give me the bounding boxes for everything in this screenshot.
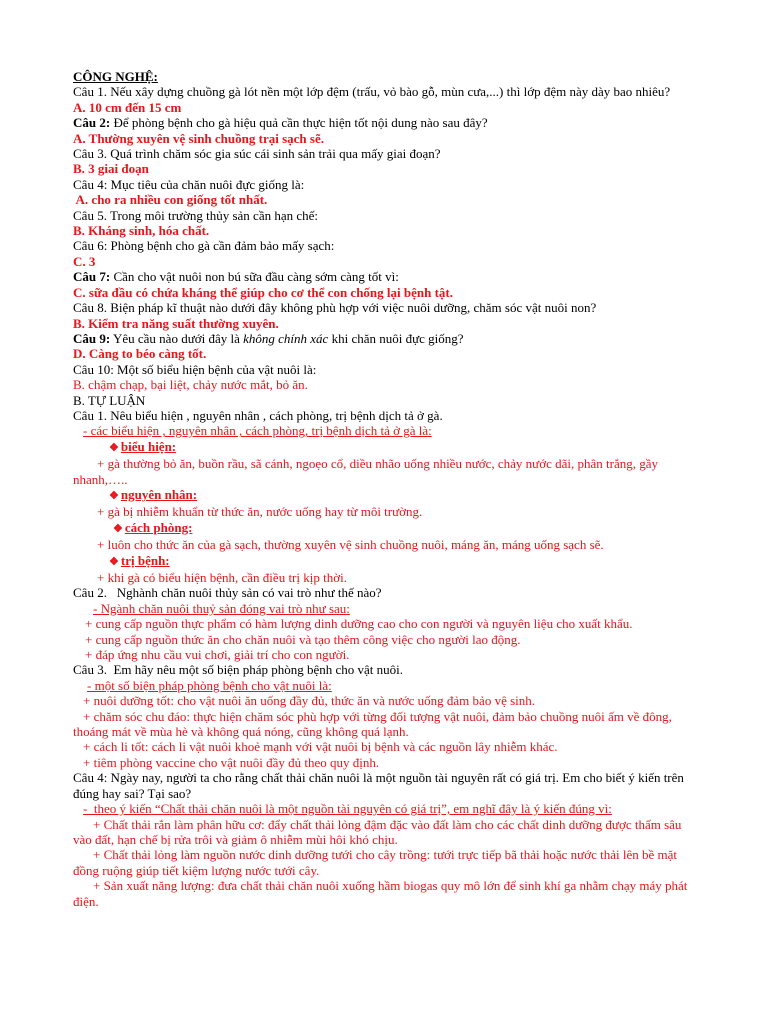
diamond-bullet-icon: ❖ [109,489,119,502]
essay-4-item [73,817,693,848]
essay-1-treat-head [73,553,693,570]
answer-8: B. Kiểm tra năng suất thường xuyên. [73,315,279,331]
question-2-text: Để phòng bệnh cho gà hiệu quả cần thực hiện tốt nội dung nào sau đây? [110,115,488,131]
answer-1: A. 10 cm đến 15 cm [73,99,182,115]
essay-2-item: + cung cấp nguồn thức ăn cho chăn nuôi và tạo thêm công việc cho người lao động. [85,631,521,647]
essay-3-item [73,709,693,740]
question-9-text-before: Yêu cầu nào dưới đây là [110,330,244,346]
essay-1-treat-text: + khi gà có biểu hiện bệnh, cần điều trị kịp thời. [97,570,347,585]
page-title: CÔNG NGHỆ: [73,69,158,84]
essay-1-cause-text: + gà bị nhiễm khuẩn từ thức ăn, nước uống hay từ môi trường. [97,504,423,520]
question-9-text-after: khi chăn nuôi đực giống? [328,330,464,346]
essay-3-item: + cách li tốt: cách li vật nuôi khoẻ mạnh với vật nuôi bị bệnh và các nguồn lây nhiễm khác. [83,739,558,755]
essay-4-item-body: + Sản xuất năng lượng: đưa chất thải chăn nuôi xuống hầm biogas quy mô lớn để sinh khí ga nhằm chạy máy phát điện. [73,878,688,909]
question-2 [73,115,693,130]
essay-heading: B. TỰ LUẬN [73,392,146,408]
essay-1-symptom-body: + gà thường bỏ ăn, buồn rầu, sã cánh, ngoẹo cổ, diều nhão uống nhiều nước, chảy nước dãi, phân trắng, gầy nhanh,….. [73,456,658,487]
essay-1-treat-label: trị bệnh: [120,552,170,568]
essay-1-symptom-label: biểu hiện: [120,438,177,454]
essay-question-1: Câu 1. Nêu biểu hiện , nguyên nhân , cách phòng, trị bệnh dịch tả ở gà. [73,407,443,423]
document-page [73,69,693,909]
essay-2-intro: - Ngành chăn nuôi thuỷ sản đóng vai trò như sau: [93,600,350,616]
essay-1-symptom-text [73,456,693,487]
essay-3-item-body: + chăm sóc chu đáo: thực hiện chăm sóc phù hợp với từng đối tượng vật nuôi, đảm bảo chuồng nuôi ấm về đông, thoáng mát về mùa hè và không quá nóng, cũng không quá lạnh. [73,708,672,740]
answer-3: B. 3 giai đoạn [73,161,149,177]
question-8: Câu 8. Biện pháp kĩ thuật nào dưới đây không phù hợp với việc nuôi dưỡng, chăm sóc vật nuôi non? [73,300,597,316]
answer-10: B. chậm chạp, bại liệt, chảy nước mắt, bỏ ăn. [73,377,308,393]
diamond-bullet-icon: ❖ [113,522,123,535]
essay-4-intro: - theo ý kiến “Chất thải chăn nuôi là một nguồn tài nguyên có giá trị”, em nghĩ đây là ý kiến đúng vì: [83,801,612,817]
question-7 [73,269,693,284]
question-7-label: Câu 7: [73,269,111,285]
question-9 [73,331,693,346]
essay-4-item-body: + Chất thải lỏng làm nguồn nước dinh dưỡng tưới cho cây trồng: tưới trực tiếp bã thải hoặc nước thải lên bề mặt đồng ruộng giúp tiết kiệm lượng nước tưới cây. [73,847,677,878]
answer-4: A. cho ra nhiều con giống tốt nhất. [73,192,268,208]
answer-9: D. Càng to béo càng tốt. [73,346,207,362]
question-3: Câu 3. Quá trình chăm sóc gia súc cái sinh sản trải qua mấy giai đoạn? [73,146,441,162]
essay-1-symptom-head [73,439,693,456]
essay-3-item: + tiêm phòng vaccine cho vật nuôi đầy đủ theo quy định. [83,754,380,770]
essay-1-prevent-label: cách phòng: [124,519,193,535]
question-9-label: Câu 9: [73,330,111,346]
question-4: Câu 4: Mục tiêu của chăn nuôi đực giống là: [73,176,305,192]
essay-3-item: + nuôi dưỡng tốt: cho vật nuôi ăn uống đầy đủ, thức ăn và nước uống đảm bảo vệ sinh. [83,693,536,709]
question-6: Câu 6: Phòng bệnh cho gà cần đảm bảo mấy sạch: [73,238,335,254]
essay-question-2: Câu 2. Nghành chăn nuôi thủy sản có vai trò như thế nào? [73,585,382,601]
essay-question-4: Câu 4: Ngày nay, người ta cho rằng chất thải chăn nuôi là một nguồn tài nguyên rất có giá trị. Em cho biết ý kiến trên đúng hay sai? Tại sao? [73,770,684,801]
essay-1-intro: - các biểu hiện , nguyên nhân , cách phòng, trị bệnh dịch tả ở gà là: [83,423,432,439]
essay-1-cause-label: nguyên nhân: [120,486,198,502]
question-1: Câu 1. Nếu xây dựng chuồng gà lót nền một lớp đệm (trấu, vỏ bào gỗ, mùn cưa,...) thì lớp đệm này dày bao nhiêu? [73,84,671,100]
diamond-bullet-icon: ❖ [109,441,119,454]
diamond-bullet-icon: ❖ [109,555,119,568]
answer-5: B. Kháng sinh, hóa chất. [73,223,210,239]
essay-4-item [73,847,693,878]
answer-6: C. 3 [73,253,96,269]
essay-1-cause-head [73,487,693,504]
question-10: Câu 10: Một số biểu hiện bệnh của vật nuôi là: [73,361,317,377]
answer-2: A. Thường xuyên vệ sinh chuồng trại sạch sẽ. [73,130,324,146]
essay-1-prevent-head [73,520,693,537]
question-2-label: Câu 2: [73,115,111,131]
essay-2-item: + đáp ứng nhu cầu vui chơi, giải trí cho con người. [85,647,350,663]
essay-2-item: + cung cấp nguồn thực phẩm có hàm lượng dinh dưỡng cao cho con người và nguyên liệu cho xuất khẩu. [85,616,633,632]
question-7-text: Cần cho vật nuôi non bú sữa đầu càng sớm càng tốt vì: [110,269,399,285]
essay-1-prevent-text: + luôn cho thức ăn của gà sạch, thường xuyên vệ sinh chuồng nuôi, máng ăn, máng uống sạch sẽ. [97,537,604,553]
question-5: Câu 5. Trong môi trường thủy sản cần hạn chế: [73,207,319,223]
answer-7: C. sữa đầu có chứa kháng thể giúp cho cơ thể con chống lại bệnh tật. [73,284,453,300]
question-9-emphasis: không chính xác [243,330,329,346]
essay-4-item [73,878,693,909]
essay-3-intro: - một số biện pháp phòng bệnh cho vật nuôi là: [87,677,332,693]
essay-4-item-body: + Chất thải rắn làm phân hữu cơ: đẩy chất thải lỏng đậm đặc vào đất làm cho các chất dinh dưỡng được thấm sâu vào đất, hạn chế bị rửa trôi và giảm ô nhiễm mùi hôi khó chịu. [73,816,682,847]
essay-question-3: Câu 3. Em hãy nêu một số biện pháp phòng bệnh cho vật nuôi. [73,662,404,678]
